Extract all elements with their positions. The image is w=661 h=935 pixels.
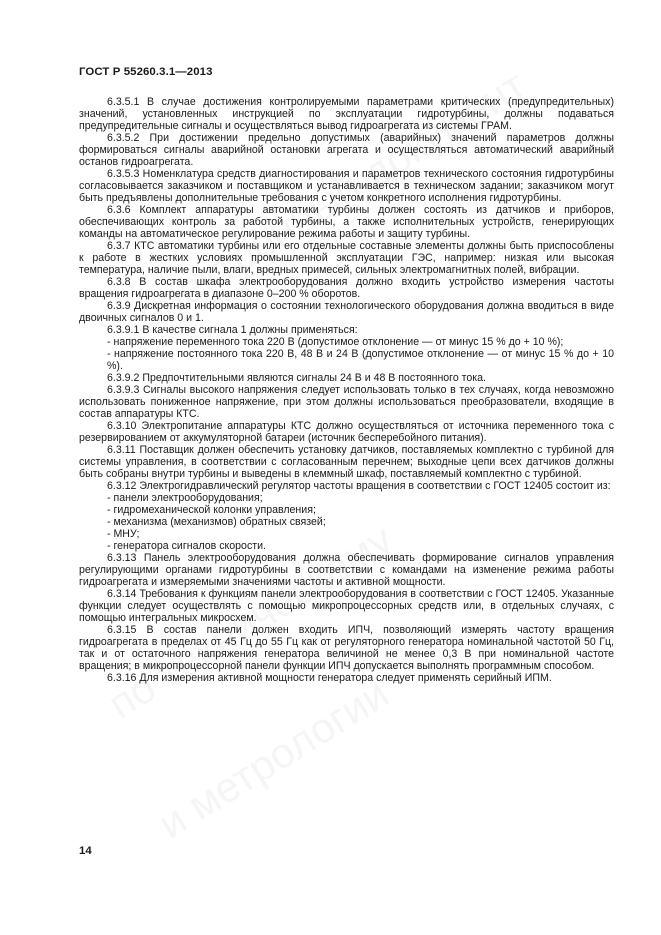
paragraph: 6.3.9.2 Предпочтительными являются сигналы 24 В и 48 В постоянного тока. xyxy=(107,372,486,384)
document-body xyxy=(79,96,614,684)
paragraph: 6.3.13 Панель электрооборудования должна обеспечивать формирование сигналов управления регулирующими органами гидротурбины в соответствии с командами на изменение режима работы гидроагрегата и измеряемыми значениями частоты и активной мощности. xyxy=(79,552,614,588)
paragraph: 6.3.5.3 Номенклатура средств диагностирования и параметров технического состояния гидротурбины согласовывается заказчиком и поставщиком и устанавливается в техническом задании; заказчиком могут быть предъявлены дополнительные требования с учетом конкретного исполнения гидротурбины. xyxy=(79,168,614,204)
paragraph: 6.3.9 Дискретная информация о состоянии технологического оборудования должна вводиться в виде двоичных сигналов 0 и 1. xyxy=(79,300,614,324)
paragraph: 6.3.8 В состав шкафа электрооборудования должно входить устройство измерения частоты вращения гидроагрегата в диапазоне 0–200 % оборотов. xyxy=(79,276,614,300)
paragraph: 6.3.5.2 При достижении предельно допустимых (аварийных) значений параметров должны формироваться сигналы аварийной остановки агрегата и осуществляться автоматический аварийный останов гидроагрегата. xyxy=(79,132,614,168)
paragraph: 6.3.11 Поставщик должен обеспечить установку датчиков, поставляемых комплектно с турбиной для системы управления, в соответствии с согласованным перечнем; выходные цепи всех датчиков должны быть собраны внутри турбины и выведены в клеммный шкаф, поставляемый комплектно с турбиной. xyxy=(79,444,614,480)
list-item: - панели электрооборудования; xyxy=(107,492,263,504)
paragraph: 6.3.9.3 Сигналы высокого напряжения следует использовать только в тех случаях, когда невозможно использовать пониженное напряжение, при этом должны использоваться преобразователи, входящие в состав аппаратуры КТС. xyxy=(79,384,614,420)
list-item: - напряжение постоянного тока 220 В, 48 В и 24 В (допустимое отклонение — от минус 15 % до + 10 %). xyxy=(107,348,614,372)
paragraph: 6.3.5.1 В случае достижения контролируемыми параметрами критических (предупредительных) значений, установленных инструкцией по эксплуатации гидротурбины, должны подаваться предупредительные сигналы и осуществляться вывод гидроагрегата из системы ГРАМ. xyxy=(79,96,614,132)
paragraph: 6.3.12 Электрогидравлический регулятор частоты вращения в соответствии с ГОСТ 12405 состоит из: xyxy=(107,480,611,492)
paragraph: 6.3.14 Требования к функциям панели электрооборудования в соответствии с ГОСТ 12405. Указанные функции следует осуществлять с помощью микропроцессорных средств или, в отдельных случаях, с помощью интегральных микросхем. xyxy=(79,588,614,624)
paragraph: 6.3.7 КТС автоматики турбины или его отдельные составные элементы должны быть приспособлены к работе в жестких условиях промышленной эксплуатации ГЭС, например: низкая или высокая температура, наличие пыли, влаги, вредных примесей, сильных электромагнитных полей, вибрации. xyxy=(79,240,614,276)
list-item: - генератора сигналов скорости. xyxy=(107,540,266,552)
list-item: - напряжение переменного тока 220 В (допустимое отклонение — от минус 15 % до + 10 %); xyxy=(107,336,564,348)
paragraph: 6.3.15 В состав панели должен входить ИПЧ, позволяющий измерять частоту вращения гидроагрегата в пределах от 45 Гц до 55 Гц как от регуляторного генератора номинальной частотой 50 Гц, так и от остаточного напряжения генератора величиной не менее 0,3 В при номинальной частоте вращения; в микропроцессорной панели функции ИПЧ допускается выполнять программным способом. xyxy=(79,624,614,672)
document-header: ГОСТ Р 55260.3.1—2013 xyxy=(79,66,213,78)
list-item: - МНУ; xyxy=(107,528,140,540)
paragraph: 6.3.6 Комплект аппаратуры автоматики турбины должен состоять из датчиков и приборов, обеспечивающих контроль за работой турбины, а также исполнительных устройств, генерирующих команды на автоматическое регулирование режима работы и защиту турбины. xyxy=(79,204,614,240)
list-item: - механизма (механизмов) обратных связей; xyxy=(107,516,326,528)
list-item: - гидромеханической колонки управления; xyxy=(107,504,316,516)
svg-text:и метрологии xyxy=(150,669,397,847)
paragraph: 6.3.9.1 В качестве сигнала 1 должны применяться: xyxy=(107,324,358,336)
paragraph: 6.3.16 Для измерения активной мощности генератора следует применять серийный ИПМ. xyxy=(107,672,552,684)
page-number: 14 xyxy=(79,845,92,857)
paragraph: 6.3.10 Электропитание аппаратуры КТС должно осуществляться от источника переменного тока с резервированием от аккумуляторной батареи (источник бесперебойного питания). xyxy=(79,420,614,444)
